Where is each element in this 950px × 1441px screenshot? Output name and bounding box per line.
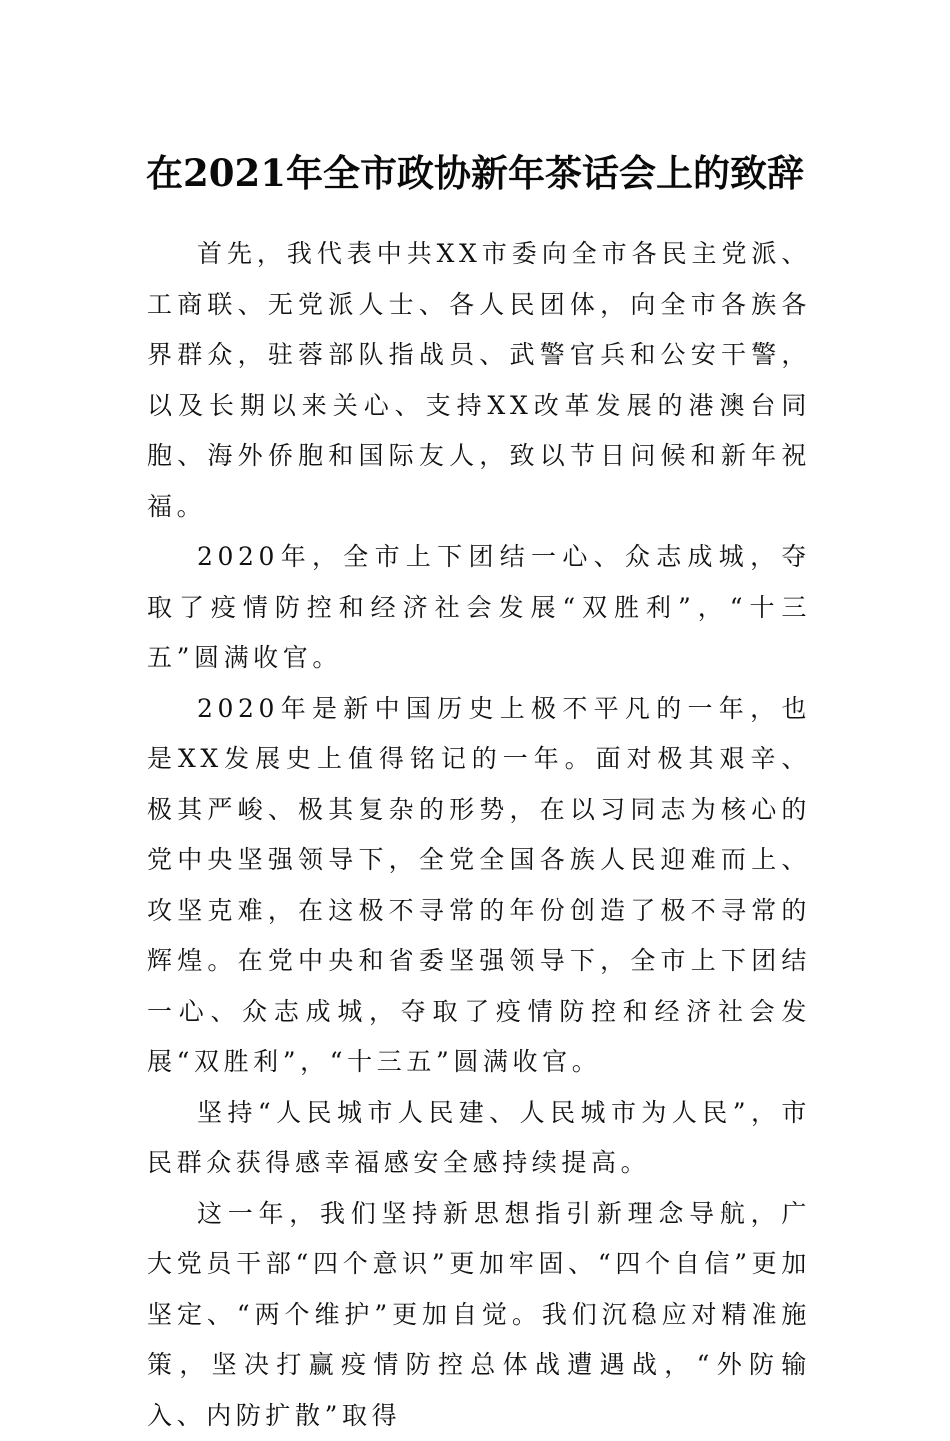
document-body <box>147 229 811 1441</box>
paragraph-5: 这一年，我们坚持新思想指引新理念导航，广大党员干部“四个意识”更加牢固、“四个自信”更加坚定、“两个维护”更加自觉。我们沉稳应对精准施策，坚决打赢疫情防控总体战遭遇战，“外防输入、内防扩散”取得 <box>147 1189 811 1441</box>
paragraph-1: 首先，我代表中共XX市委向全市各民主党派、工商联、无党派人士、各人民团体，向全市各族各界群众，驻蓉部队指战员、武警官兵和公安干警，以及长期以来关心、支持XX改革发展的港澳台同胞、海外侨胞和国际友人，致以节日问候和新年祝福。 <box>147 229 811 532</box>
paragraph-2: 2020年，全市上下团结一心、众志成城，夺取了疫情防控和经济社会发展“双胜利”，“十三五”圆满收官。 <box>147 532 811 684</box>
paragraph-3: 2020年是新中国历史上极不平凡的一年，也是XX发展史上值得铭记的一年。面对极其艰辛、极其严峻、极其复杂的形势，在以习同志为核心的党中央坚强领导下，全党全国各族人民迎难而上、攻坚克难，在这极不寻常的年份创造了极不寻常的辉煌。在党中央和省委坚强领导下，全市上下团结一心、众志成城，夺取了疫情防控和经济社会发展“双胜利”，“十三五”圆满收官。 <box>147 684 811 1088</box>
paragraph-4: 坚持“人民城市人民建、人民城市为人民”，市民群众获得感幸福感安全感持续提高。 <box>147 1088 811 1189</box>
document-title: 在2021年全市政协新年茶话会上的致辞 <box>0 148 950 198</box>
